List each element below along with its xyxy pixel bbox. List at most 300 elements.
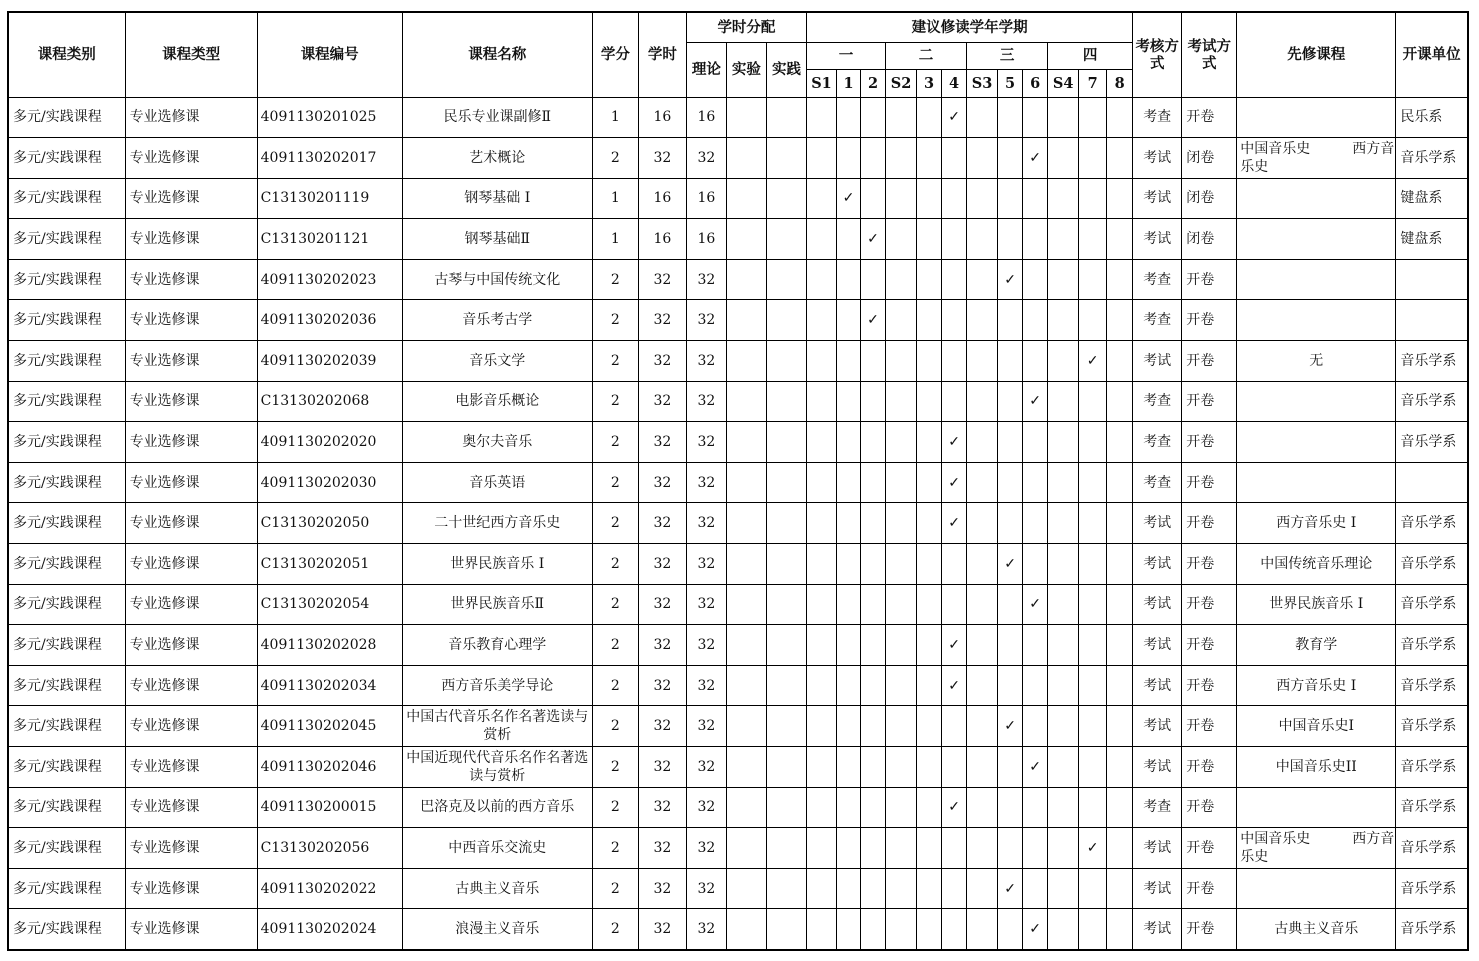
cell-term-5 [998, 138, 1023, 179]
cell-term-4 [942, 503, 967, 544]
cell-practice [766, 138, 806, 179]
cell-term-s3 [967, 706, 998, 747]
cell-code: 4091130202046 [257, 747, 402, 788]
cell-theory: 16 [686, 97, 726, 138]
cell-type: 专业选修课 [125, 259, 257, 300]
cell-term-1 [837, 503, 861, 544]
cell-prerequisite [1237, 868, 1396, 909]
cell-term-1 [837, 422, 861, 463]
table-row [8, 97, 1468, 138]
table-row [8, 868, 1468, 909]
cell-prerequisite: 无 [1237, 341, 1396, 382]
cell-term-5 [998, 544, 1023, 585]
cell-experiment [726, 544, 766, 585]
cell-exam-method: 开卷 [1182, 747, 1237, 788]
cell-hours: 32 [638, 544, 686, 585]
table-row [8, 828, 1468, 869]
cell-term-3 [917, 178, 942, 219]
cell-term-7 [1079, 259, 1107, 300]
table-row [8, 341, 1468, 382]
cell-term-s2 [886, 178, 917, 219]
cell-term-s1 [806, 787, 836, 828]
cell-term-6 [1023, 544, 1048, 585]
header-type: 课程类型 [125, 12, 257, 97]
cell-category: 多元/实践课程 [8, 462, 125, 503]
cell-name: 中国近现代代音乐名作名著选读与赏析 [402, 747, 592, 788]
table-row [8, 747, 1468, 788]
check-mark-icon: ✓ [1004, 555, 1016, 572]
cell-experiment [726, 138, 766, 179]
header-term: S3 [967, 69, 998, 97]
cell-term-6 [1023, 787, 1048, 828]
cell-name: 电影音乐概论 [402, 381, 592, 422]
cell-type: 专业选修课 [125, 584, 257, 625]
cell-term-6 [1023, 584, 1048, 625]
cell-term-s4 [1048, 909, 1079, 950]
cell-term-s2 [886, 300, 917, 341]
cell-term-s3 [967, 503, 998, 544]
cell-term-s4 [1048, 422, 1079, 463]
cell-exam-method: 开卷 [1182, 584, 1237, 625]
cell-term-4 [942, 97, 967, 138]
cell-term-7 [1079, 665, 1107, 706]
cell-term-6 [1023, 665, 1048, 706]
cell-term-s2 [886, 422, 917, 463]
cell-exam-method: 开卷 [1182, 259, 1237, 300]
cell-practice [766, 868, 806, 909]
table-row [8, 381, 1468, 422]
cell-term-7 [1079, 787, 1107, 828]
cell-term-6 [1023, 97, 1048, 138]
cell-term-7 [1079, 178, 1107, 219]
cell-term-2 [861, 625, 886, 666]
cell-term-3 [917, 381, 942, 422]
cell-assessment: 考试 [1133, 138, 1182, 179]
cell-term-6 [1023, 503, 1048, 544]
cell-term-1 [837, 219, 861, 260]
cell-practice [766, 706, 806, 747]
cell-experiment [726, 381, 766, 422]
cell-name: 西方音乐美学导论 [402, 665, 592, 706]
cell-term-8 [1107, 625, 1133, 666]
cell-term-s1 [806, 584, 836, 625]
cell-term-8 [1107, 178, 1133, 219]
cell-term-1 [837, 787, 861, 828]
cell-category: 多元/实践课程 [8, 828, 125, 869]
cell-department [1396, 259, 1468, 300]
cell-name: 世界民族音乐 I [402, 544, 592, 585]
cell-term-8 [1107, 665, 1133, 706]
cell-exam-method: 开卷 [1182, 462, 1237, 503]
cell-term-s4 [1048, 97, 1079, 138]
cell-term-6 [1023, 625, 1048, 666]
cell-exam-method: 开卷 [1182, 625, 1237, 666]
cell-term-s4 [1048, 219, 1079, 260]
cell-hours: 32 [638, 422, 686, 463]
cell-term-6 [1023, 909, 1048, 950]
cell-term-8 [1107, 787, 1133, 828]
cell-name: 音乐考古学 [402, 300, 592, 341]
check-mark-icon: ✓ [948, 515, 960, 532]
cell-department: 音乐学系 [1396, 422, 1468, 463]
cell-code: 4091130202039 [257, 341, 402, 382]
table-header [8, 12, 1468, 97]
cell-type: 专业选修课 [125, 828, 257, 869]
cell-prerequisite [1237, 381, 1396, 422]
cell-theory: 32 [686, 503, 726, 544]
cell-term-s4 [1048, 706, 1079, 747]
header-practice: 实践 [766, 42, 806, 97]
cell-term-8 [1107, 584, 1133, 625]
cell-credits: 1 [592, 97, 638, 138]
cell-experiment [726, 300, 766, 341]
cell-term-5 [998, 665, 1023, 706]
cell-term-s1 [806, 259, 836, 300]
cell-hours: 32 [638, 706, 686, 747]
cell-term-6 [1023, 138, 1048, 179]
cell-prerequisite [1237, 422, 1396, 463]
cell-term-s1 [806, 544, 836, 585]
cell-term-4 [942, 909, 967, 950]
cell-term-1 [837, 584, 861, 625]
cell-name: 音乐文学 [402, 341, 592, 382]
cell-term-s1 [806, 828, 836, 869]
cell-name: 民乐专业课副修Ⅱ [402, 97, 592, 138]
cell-term-s3 [967, 462, 998, 503]
cell-term-8 [1107, 706, 1133, 747]
cell-prerequisite: 中国传统音乐理论 [1237, 544, 1396, 585]
table-row [8, 625, 1468, 666]
cell-department: 音乐学系 [1396, 909, 1468, 950]
cell-term-s2 [886, 341, 917, 382]
cell-term-s4 [1048, 584, 1079, 625]
cell-term-s2 [886, 909, 917, 950]
cell-experiment [726, 97, 766, 138]
cell-term-2 [861, 584, 886, 625]
cell-category: 多元/实践课程 [8, 138, 125, 179]
cell-term-6 [1023, 381, 1048, 422]
header-term: S1 [806, 69, 836, 97]
cell-term-8 [1107, 503, 1133, 544]
cell-term-s4 [1048, 381, 1079, 422]
cell-code: 4091130202022 [257, 868, 402, 909]
cell-hours: 32 [638, 300, 686, 341]
cell-term-3 [917, 787, 942, 828]
table-row [8, 462, 1468, 503]
cell-exam-method: 开卷 [1182, 665, 1237, 706]
cell-type: 专业选修课 [125, 706, 257, 747]
table-row [8, 584, 1468, 625]
cell-category: 多元/实践课程 [8, 544, 125, 585]
cell-experiment [726, 747, 766, 788]
cell-code: 4091130202036 [257, 300, 402, 341]
cell-term-4 [942, 828, 967, 869]
cell-exam-method: 开卷 [1182, 828, 1237, 869]
header-term: 5 [998, 69, 1023, 97]
cell-term-3 [917, 625, 942, 666]
cell-experiment [726, 422, 766, 463]
cell-term-s2 [886, 503, 917, 544]
cell-term-4 [942, 544, 967, 585]
table-row [8, 422, 1468, 463]
check-mark-icon: ✓ [948, 637, 960, 654]
cell-term-s2 [886, 665, 917, 706]
cell-term-2 [861, 259, 886, 300]
cell-term-5 [998, 828, 1023, 869]
header-theory: 理论 [686, 42, 726, 97]
cell-term-3 [917, 909, 942, 950]
cell-term-4 [942, 462, 967, 503]
table-row [8, 259, 1468, 300]
cell-category: 多元/实践课程 [8, 584, 125, 625]
cell-term-6 [1023, 341, 1048, 382]
cell-term-4 [942, 300, 967, 341]
cell-experiment [726, 909, 766, 950]
header-term: S2 [886, 69, 917, 97]
cell-prerequisite: 教育学 [1237, 625, 1396, 666]
cell-term-7 [1079, 422, 1107, 463]
cell-term-1 [837, 828, 861, 869]
cell-type: 专业选修课 [125, 219, 257, 260]
cell-exam-method: 开卷 [1182, 868, 1237, 909]
cell-department: 音乐学系 [1396, 706, 1468, 747]
cell-exam-method: 闭卷 [1182, 219, 1237, 260]
cell-term-7 [1079, 544, 1107, 585]
cell-category: 多元/实践课程 [8, 219, 125, 260]
cell-experiment [726, 341, 766, 382]
cell-term-8 [1107, 868, 1133, 909]
cell-prerequisite: 中国音乐史 西方音乐史 [1237, 828, 1396, 869]
cell-prerequisite [1237, 300, 1396, 341]
cell-term-3 [917, 706, 942, 747]
cell-term-1 [837, 138, 861, 179]
cell-term-6 [1023, 747, 1048, 788]
cell-term-1 [837, 706, 861, 747]
cell-term-s3 [967, 97, 998, 138]
cell-term-1 [837, 178, 861, 219]
cell-department: 音乐学系 [1396, 341, 1468, 382]
cell-practice [766, 341, 806, 382]
cell-department: 键盘系 [1396, 178, 1468, 219]
cell-theory: 32 [686, 341, 726, 382]
cell-practice [766, 462, 806, 503]
cell-hours: 32 [638, 138, 686, 179]
cell-hours: 32 [638, 462, 686, 503]
cell-credits: 2 [592, 828, 638, 869]
cell-term-2 [861, 138, 886, 179]
cell-type: 专业选修课 [125, 462, 257, 503]
cell-term-s4 [1048, 259, 1079, 300]
course-table [7, 11, 1469, 951]
check-mark-icon: ✓ [867, 312, 879, 329]
cell-practice [766, 503, 806, 544]
cell-assessment: 考试 [1133, 868, 1182, 909]
cell-category: 多元/实践课程 [8, 341, 125, 382]
cell-category: 多元/实践课程 [8, 868, 125, 909]
cell-credits: 2 [592, 422, 638, 463]
cell-assessment: 考查 [1133, 422, 1182, 463]
cell-credits: 2 [592, 341, 638, 382]
cell-term-s2 [886, 381, 917, 422]
cell-exam-method: 开卷 [1182, 422, 1237, 463]
cell-experiment [726, 625, 766, 666]
cell-term-8 [1107, 747, 1133, 788]
cell-term-7 [1079, 97, 1107, 138]
cell-category: 多元/实践课程 [8, 706, 125, 747]
cell-term-s4 [1048, 544, 1079, 585]
cell-name: 音乐英语 [402, 462, 592, 503]
cell-term-s3 [967, 747, 998, 788]
header-department: 开课单位 [1396, 12, 1468, 97]
cell-assessment: 考试 [1133, 341, 1182, 382]
cell-term-2 [861, 665, 886, 706]
check-mark-icon: ✓ [1004, 880, 1016, 897]
cell-term-1 [837, 544, 861, 585]
cell-type: 专业选修课 [125, 665, 257, 706]
cell-credits: 2 [592, 584, 638, 625]
cell-term-8 [1107, 300, 1133, 341]
cell-hours: 16 [638, 97, 686, 138]
cell-term-s3 [967, 828, 998, 869]
cell-assessment: 考试 [1133, 665, 1182, 706]
cell-term-6 [1023, 462, 1048, 503]
cell-term-8 [1107, 462, 1133, 503]
cell-exam-method: 开卷 [1182, 341, 1237, 382]
cell-type: 专业选修课 [125, 300, 257, 341]
cell-assessment: 考试 [1133, 178, 1182, 219]
table-row [8, 706, 1468, 747]
cell-type: 专业选修课 [125, 381, 257, 422]
header-term: 4 [942, 69, 967, 97]
check-mark-icon: ✓ [1029, 393, 1041, 410]
cell-term-2 [861, 422, 886, 463]
cell-term-s3 [967, 422, 998, 463]
cell-hours: 16 [638, 178, 686, 219]
cell-assessment: 考试 [1133, 584, 1182, 625]
cell-term-4 [942, 259, 967, 300]
cell-term-8 [1107, 259, 1133, 300]
cell-category: 多元/实践课程 [8, 787, 125, 828]
cell-credits: 2 [592, 706, 638, 747]
header-category: 课程类别 [8, 12, 125, 97]
cell-name: 中国古代音乐名作名著选读与赏析 [402, 706, 592, 747]
cell-term-2 [861, 868, 886, 909]
check-mark-icon: ✓ [1029, 149, 1041, 166]
cell-prerequisite: 世界民族音乐 I [1237, 584, 1396, 625]
cell-theory: 32 [686, 544, 726, 585]
check-mark-icon: ✓ [948, 799, 960, 816]
cell-practice [766, 259, 806, 300]
cell-practice [766, 787, 806, 828]
cell-term-3 [917, 97, 942, 138]
cell-term-8 [1107, 138, 1133, 179]
cell-type: 专业选修课 [125, 341, 257, 382]
cell-term-1 [837, 259, 861, 300]
cell-term-s2 [886, 97, 917, 138]
cell-term-s3 [967, 625, 998, 666]
cell-term-5 [998, 503, 1023, 544]
check-mark-icon: ✓ [1004, 718, 1016, 735]
cell-code: 4091130202030 [257, 462, 402, 503]
cell-practice [766, 422, 806, 463]
cell-term-6 [1023, 259, 1048, 300]
cell-theory: 32 [686, 665, 726, 706]
cell-type: 专业选修课 [125, 868, 257, 909]
cell-prerequisite [1237, 462, 1396, 503]
cell-term-s4 [1048, 665, 1079, 706]
cell-practice [766, 584, 806, 625]
cell-term-7 [1079, 138, 1107, 179]
cell-category: 多元/实践课程 [8, 300, 125, 341]
cell-term-3 [917, 665, 942, 706]
cell-term-4 [942, 219, 967, 260]
cell-theory: 16 [686, 219, 726, 260]
cell-term-3 [917, 544, 942, 585]
table-row [8, 219, 1468, 260]
cell-category: 多元/实践课程 [8, 625, 125, 666]
cell-assessment: 考查 [1133, 787, 1182, 828]
header-suggested-term: 建议修读学年学期 [806, 12, 1132, 42]
cell-term-7 [1079, 584, 1107, 625]
cell-term-4 [942, 787, 967, 828]
cell-term-s1 [806, 909, 836, 950]
cell-type: 专业选修课 [125, 625, 257, 666]
cell-term-7 [1079, 503, 1107, 544]
cell-term-7 [1079, 706, 1107, 747]
cell-term-7 [1079, 381, 1107, 422]
cell-term-2 [861, 219, 886, 260]
cell-exam-method: 开卷 [1182, 503, 1237, 544]
cell-assessment: 考试 [1133, 219, 1182, 260]
cell-theory: 32 [686, 300, 726, 341]
check-mark-icon: ✓ [1029, 758, 1041, 775]
check-mark-icon: ✓ [1004, 271, 1016, 288]
cell-credits: 2 [592, 625, 638, 666]
cell-prerequisite [1237, 97, 1396, 138]
cell-term-s3 [967, 219, 998, 260]
cell-experiment [726, 787, 766, 828]
cell-department: 音乐学系 [1396, 625, 1468, 666]
cell-experiment [726, 868, 766, 909]
cell-term-7 [1079, 909, 1107, 950]
cell-experiment [726, 503, 766, 544]
cell-term-s4 [1048, 178, 1079, 219]
cell-prerequisite [1237, 178, 1396, 219]
cell-exam-method: 闭卷 [1182, 138, 1237, 179]
cell-term-1 [837, 747, 861, 788]
cell-code: 4091130202034 [257, 665, 402, 706]
cell-term-4 [942, 584, 967, 625]
cell-term-s3 [967, 341, 998, 382]
cell-hours: 32 [638, 909, 686, 950]
cell-term-s3 [967, 138, 998, 179]
cell-term-8 [1107, 381, 1133, 422]
cell-term-4 [942, 706, 967, 747]
cell-exam-method: 开卷 [1182, 300, 1237, 341]
cell-code: C13130202054 [257, 584, 402, 625]
cell-category: 多元/实践课程 [8, 665, 125, 706]
cell-term-8 [1107, 341, 1133, 382]
cell-practice [766, 544, 806, 585]
cell-term-7 [1079, 625, 1107, 666]
cell-name: 艺术概论 [402, 138, 592, 179]
header-term: 6 [1023, 69, 1048, 97]
cell-term-4 [942, 868, 967, 909]
cell-code: 4091130201025 [257, 97, 402, 138]
cell-hours: 32 [638, 625, 686, 666]
cell-category: 多元/实践课程 [8, 97, 125, 138]
cell-type: 专业选修课 [125, 138, 257, 179]
